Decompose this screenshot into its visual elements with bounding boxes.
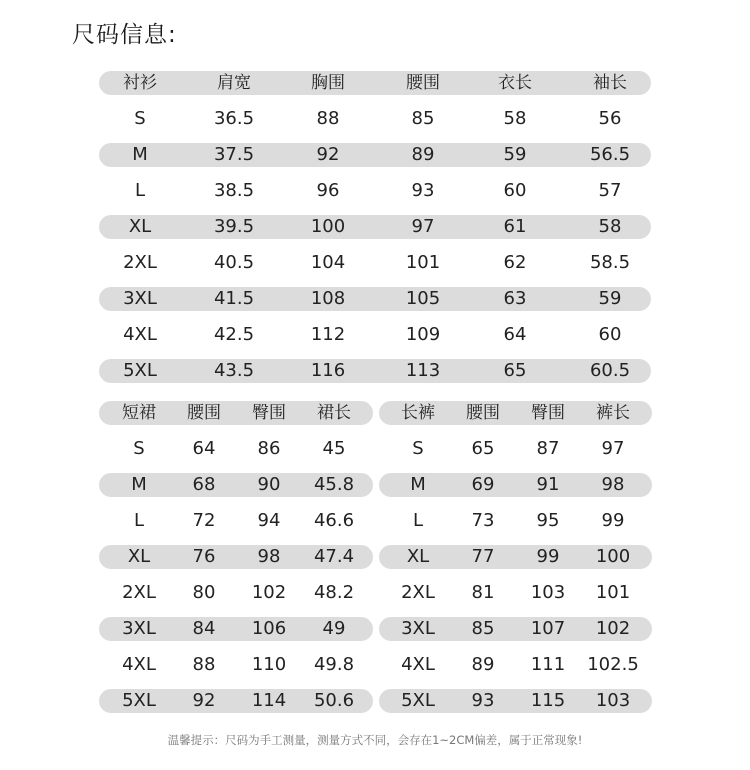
pants-table-row [379,617,652,641]
shirt-table-cell: 57 [598,180,622,201]
skirt-table-cell: 90 [257,474,281,495]
shirt-table-cell: 109 [405,324,441,345]
pants-table-cell: 3XL [401,618,435,639]
shirt-table-cell: 61 [503,216,527,237]
skirt-table-cell: 88 [192,654,216,675]
shirt-table-header-row [99,71,651,95]
skirt-table-cell: 68 [192,474,216,495]
skirt-table-header-cell: 腰围 [187,403,221,423]
skirt-table-cell: 72 [192,510,216,531]
skirt-table-cell: 3XL [122,618,156,639]
shirt-table-cell: 58 [503,108,527,129]
pants-table-cell: 69 [471,474,495,495]
pants-table-cell: 65 [471,438,495,459]
shirt-table-cell: 5XL [123,360,157,381]
shirt-table-cell: 4XL [123,324,157,345]
skirt-table-cell: 106 [251,618,287,639]
shirt-table-header-cell: 胸围 [311,73,345,93]
shirt-table-row [99,179,651,203]
pants-table-cell: 77 [471,546,495,567]
pants-table-header-cell: 长裤 [401,403,435,423]
skirt-table-cell: 94 [257,510,281,531]
shirt-table-cell: 40.5 [213,252,255,273]
shirt-table-cell: 56 [598,108,622,129]
shirt-table-cell: 100 [310,216,346,237]
pants-table-cell: 115 [530,690,566,711]
shirt-table-cell: 88 [316,108,340,129]
shirt-table-cell: 42.5 [213,324,255,345]
shirt-table-cell: 92 [316,144,340,165]
skirt-table-cell: 46.6 [313,510,355,531]
skirt-table-cell: S [133,438,145,459]
pants-table-cell: 81 [471,582,495,603]
skirt-table-row [99,653,373,677]
pants-table-row [379,509,652,533]
skirt-table-row [99,545,373,569]
shirt-table-cell: 37.5 [213,144,255,165]
shirt-table-cell: 39.5 [213,216,255,237]
skirt-table-cell: 110 [251,654,287,675]
page-title: 尺码信息: [72,22,177,48]
shirt-table-row [99,251,651,275]
skirt-table-cell: 76 [192,546,216,567]
pants-table-row [379,653,652,677]
shirt-table-cell: 113 [405,360,441,381]
shirt-table-cell: 64 [503,324,527,345]
pants-table-cell: 73 [471,510,495,531]
skirt-table-header-cell: 臀围 [252,403,286,423]
skirt-table-cell: L [133,510,145,531]
pants-table-cell: 89 [471,654,495,675]
pants-table-cell: 98 [601,474,625,495]
pants-table-cell: 91 [536,474,560,495]
shirt-table-cell: L [134,180,146,201]
skirt-table-row [99,509,373,533]
skirt-table-cell: 48.2 [313,582,355,603]
pants-table-cell: 87 [536,438,560,459]
shirt-table-cell: 97 [411,216,435,237]
skirt-table-cell: 64 [192,438,216,459]
skirt-table-cell: 4XL [122,654,156,675]
shirt-table-row [99,323,651,347]
shirt-table-cell: 85 [411,108,435,129]
pants-table-cell: 100 [595,546,631,567]
shirt-table-header-cell: 肩宽 [217,73,251,93]
shirt-table-row [99,359,651,383]
skirt-table-cell: 49.8 [313,654,355,675]
skirt-table-cell: 5XL [122,690,156,711]
shirt-table-header-cell: 衬衫 [123,73,157,93]
shirt-table-cell: 96 [316,180,340,201]
skirt-table-row [99,581,373,605]
skirt-table-cell: 86 [257,438,281,459]
pants-table-cell: 102.5 [587,654,639,675]
skirt-table-row [99,473,373,497]
pants-table-row [379,545,652,569]
skirt-table-cell: 49 [322,618,346,639]
pants-table-cell: 99 [601,510,625,531]
shirt-table-cell: 36.5 [213,108,255,129]
pants-table-header-row [379,401,652,425]
pants-table-cell: 99 [536,546,560,567]
shirt-table-cell: XL [128,216,152,237]
shirt-table-cell: 89 [411,144,435,165]
shirt-table-cell: 59 [598,288,622,309]
shirt-table-cell: 60.5 [589,360,631,381]
shirt-table-cell: 41.5 [213,288,255,309]
shirt-table-row [99,215,651,239]
shirt-table-cell: 93 [411,180,435,201]
shirt-table-header-cell: 腰围 [406,73,440,93]
skirt-table-cell: 92 [192,690,216,711]
pants-table-header-cell: 腰围 [466,403,500,423]
pants-table-cell: 101 [595,582,631,603]
shirt-table-cell: 38.5 [213,180,255,201]
pants-table-cell: 95 [536,510,560,531]
shirt-table-cell: 112 [310,324,346,345]
shirt-table-cell: 116 [310,360,346,381]
skirt-table-header-row [99,401,373,425]
skirt-table-cell: 98 [257,546,281,567]
shirt-table-cell: 60 [503,180,527,201]
pants-table-cell: 102 [595,618,631,639]
pants-table-row [379,581,652,605]
shirt-table-header-cell: 袖长 [593,73,627,93]
skirt-table-cell: 84 [192,618,216,639]
skirt-table-cell: 45.8 [313,474,355,495]
pants-table-cell: 103 [530,582,566,603]
skirt-table-cell: 50.6 [313,690,355,711]
shirt-table-cell: 43.5 [213,360,255,381]
shirt-table-cell: 56.5 [589,144,631,165]
shirt-table-cell: 3XL [123,288,157,309]
pants-table-cell: 85 [471,618,495,639]
skirt-table-header-cell: 裙长 [317,403,351,423]
shirt-table-cell: 105 [405,288,441,309]
shirt-table-row [99,287,651,311]
pants-table-cell: 2XL [401,582,435,603]
pants-table-cell: 103 [595,690,631,711]
skirt-table-cell: 102 [251,582,287,603]
pants-table-header-cell: 裤长 [596,403,630,423]
pants-table-cell: 111 [530,654,566,675]
skirt-table-cell: 80 [192,582,216,603]
skirt-table-cell: 47.4 [313,546,355,567]
pants-table-cell: L [412,510,424,531]
skirt-table-cell: XL [127,546,151,567]
shirt-table-cell: 104 [310,252,346,273]
shirt-table-row [99,143,651,167]
pants-table-row [379,689,652,713]
shirt-table-cell: 59 [503,144,527,165]
pants-table-cell: 97 [601,438,625,459]
shirt-table-cell: 62 [503,252,527,273]
pants-table-header-cell: 臀围 [531,403,565,423]
shirt-table-cell: 101 [405,252,441,273]
skirt-table-cell: 45 [322,438,346,459]
pants-table-cell: S [412,438,424,459]
footer-note: 温馨提示：尺码为手工测量，测量方式不同，会存在1~2CM偏差，属于正常现象! [167,733,583,747]
skirt-table-cell: M [131,474,147,495]
shirt-table-cell: 58.5 [589,252,631,273]
pants-table-row [379,473,652,497]
pants-table-row [379,437,652,461]
pants-table-cell: 5XL [401,690,435,711]
shirt-table-cell: 63 [503,288,527,309]
pants-table-cell: 4XL [401,654,435,675]
shirt-table-cell: S [134,108,146,129]
skirt-table-cell: 2XL [122,582,156,603]
shirt-table-cell: 65 [503,360,527,381]
skirt-table-cell: 114 [251,690,287,711]
skirt-table-row [99,617,373,641]
pants-table-cell: XL [406,546,430,567]
shirt-table-cell: 2XL [123,252,157,273]
skirt-table-header-cell: 短裙 [122,403,156,423]
shirt-table-cell: 58 [598,216,622,237]
pants-table-cell: M [410,474,426,495]
pants-table-cell: 93 [471,690,495,711]
pants-table-cell: 107 [530,618,566,639]
shirt-table-header-cell: 衣长 [498,73,532,93]
shirt-table-cell: 108 [310,288,346,309]
skirt-table-row [99,689,373,713]
shirt-table-cell: M [132,144,148,165]
shirt-table-cell: 60 [598,324,622,345]
shirt-table-row [99,107,651,131]
skirt-table-row [99,437,373,461]
